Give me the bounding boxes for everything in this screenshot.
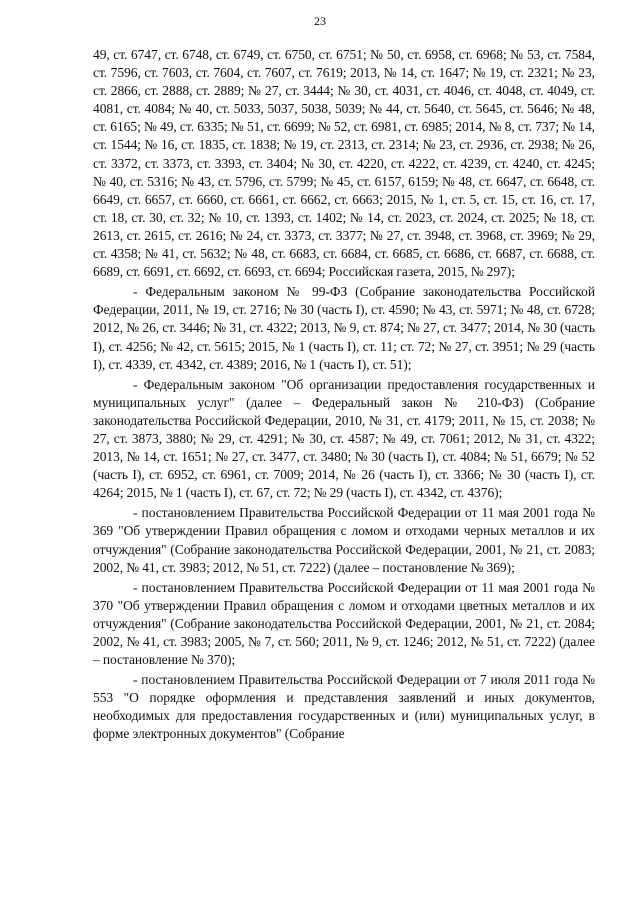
paragraph-federal-law-99: - Федеральным законом № 99-ФЗ (Собрание законодательства Российской Федерации, 2011, № 19, ст. 2716; № 30 (часть I), ст. 4590; № 43, ст. 5971; № 48, ст. 6728; 2012, № 26, ст. 3446; № 31, ст. 4322; 2013, № 9, ст. 874; № 27, ст. 3477; 2014, № 30 (часть I), ст. 4256; № 42, ст. 5615; 2015, № 1 (часть I), ст. 11; ст. 72; № 27, ст. 3951; № 29 (часть I), ст. 4339, ст. 4342, ст. 4389; 2016, № 1 (часть I), ст. 51); (93, 284, 595, 372)
paragraph-resolution-369: - постановлением Правительства Российской Федерации от 11 мая 2001 года № 369 "Об утверждении Правил обращения с ломом и отходами черных металлов и их отчуждения" (Собрание законодательства Российской Федерации, 2001, № 21, ст. 2083; 2002, № 41, ст. 3983; 2012, № 51, ст. 7222) (далее – постановление № 369); (93, 505, 595, 575)
paragraph-resolution-553: - постановлением Правительства Российской Федерации от 7 июля 2011 года № 553 "О порядке оформления и представления заявлений и иных документов, необходимых для предоставления государственных и (или) муниципальных услуг, в форме электронных документов" (Собрание (93, 672, 595, 742)
paragraph-continued-citations: 49, ст. 6747, ст. 6748, ст. 6749, ст. 6750, ст. 6751; № 50, ст. 6958, ст. 6968; № 53, ст. 7584, ст. 7596, ст. 7603, ст. 7604, ст. 7607, ст. 7619; 2013, № 14, ст. 1647; № 19, ст. 2321; № 23, ст. 2866, ст. 2888, ст. 2889; № 27, ст. 3444; № 30, ст. 4031, ст. 4046, ст. 4048, ст. 4049, ст. 4081, ст. 4084; № 40, ст. 5033, 5037, 5038, 5039; № 44, ст. 5640, ст. 5645, ст. 5646; № 48, ст. 6165; № 49, ст. 6335; № 51, ст. 6699; № 52, ст. 6981, ст. 6985; 2014, № 8, ст. 737; № 14, ст. 1544; № 16, ст. 1835, ст. 1838; № 19, ст. 2313, ст. 2314; № 23, ст. 2936, ст. 2938; № 26, ст. 3372, ст. 3373, ст. 3393, ст. 3404; № 30, ст. 4220, ст. 4222, ст. 4239, ст. 4240, ст. 4245; № 40, ст. 5316; № 43, ст. 5796, ст. 5799; № 45, ст. 6157, 6159; № 48, ст. 6647, ст. 6648, ст. 6649, ст. 6657, ст. 6660, ст. 6661, ст. 6662, ст. 6663; 2015, № 1, ст. 5, ст. 15, ст. 16, ст. 17, ст. 18, ст. 30, ст. 32; № 10, ст. 1393, ст. 1402; № 14, ст. 2023, ст. 2024, ст. 2025; № 18, ст. 2613, ст. 2615, ст. 2616; № 24, ст. 3373, ст. 3377; № 27, ст. 3948, ст. 3968, ст. 3969; № 29, ст. 4358; № 41, ст. 5632; № 48, ст. 6683, ст. 6684, ст. 6685, ст. 6686, ст. 6687, ст. 6688, ст. 6689, ст. 6691, ст. 6692, ст. 6693, ст. 6694; Российская газета, 2015, № 297); (93, 47, 595, 280)
page-number: 23 (314, 14, 326, 28)
paragraph-federal-law-210: - Федеральным законом "Об организации предоставления государственных и муниципальных услуг" (далее – Федеральный закон № 210-ФЗ) (Собрание законодательства Российской Федерации, 2010, № 31, ст. 4179; 2011, № 15, ст. 2038; № 27, ст. 3873, 3880; № 29, ст. 4291; № 30, ст. 4587; № 49, ст. 7061; 2012, № 31, ст. 4322; 2013, № 14, ст. 1651; № 27, ст. 3477, ст. 3480; № 30 (часть I), ст. 4084; № 51, 6679; № 52 (часть I), ст. 6952, ст. 6961, ст. 7009; 2014, № 26 (часть I), ст. 3366; № 30 (часть I), ст. 4264; 2015, № 1 (часть I), ст. 67, ст. 72; № 29 (часть I), ст. 4342, ст. 4376); (93, 376, 595, 501)
document-body (93, 46, 595, 744)
paragraph-resolution-370: - постановлением Правительства Российской Федерации от 11 мая 2001 года № 370 "Об утверждении Правил обращения с ломом и отходами цветных металлов и их отчуждения" (Собрание законодательства Российской Федерации, 2001, № 21, ст. 2084; 2002, № 41, ст. 3983; 2005, № 7, ст. 560; 2011, № 9, ст. 1246; 2012, № 51, ст. 7222) (далее – постановление № 370); (93, 579, 595, 668)
